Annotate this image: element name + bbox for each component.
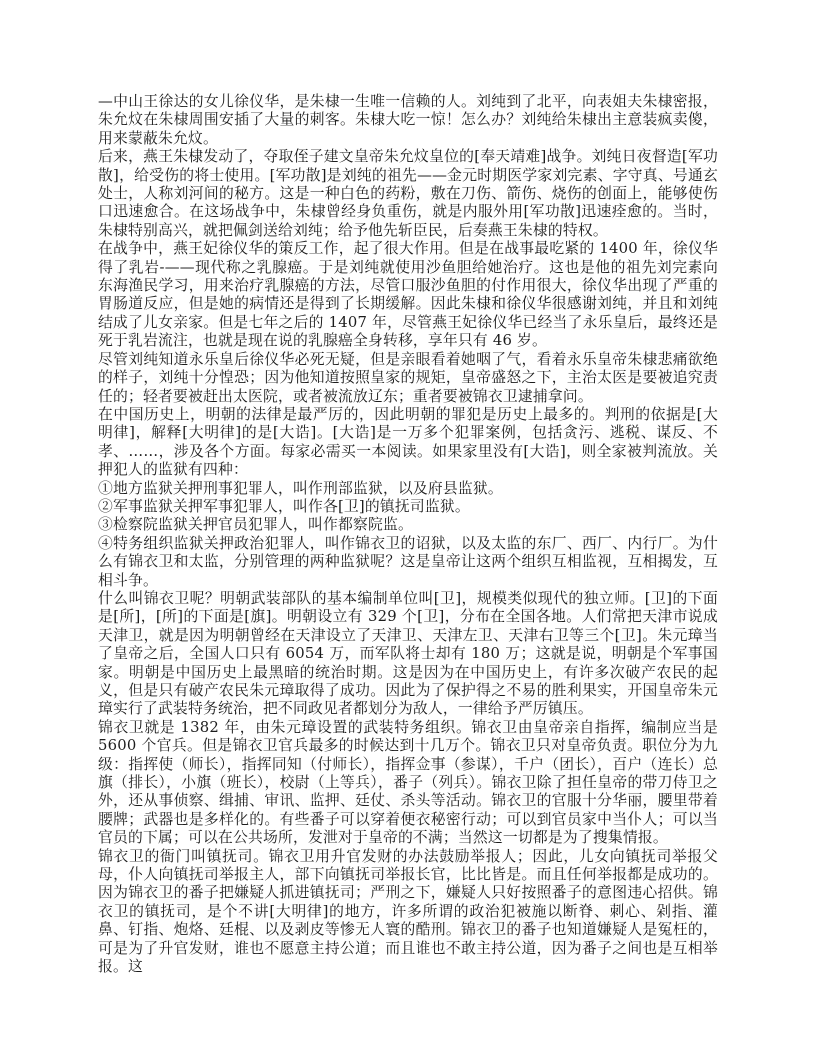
paragraph: 什么叫锦衣卫呢？明朝武装部队的基本编制单位叫[卫]，规模类似现代的独立师。[卫]的下面是[所]，[所]的下面是[旗]。明朝设立有 329 个[卫]，分布在全国各地。人们常把天津市说成天津卫，就是因为明朝曾经在天津设立了天津卫、天津左卫、天津右卫等三个[卫]。朱元璋当了皇帝之后，全国人口只有 6054 万，而军队将士却有 180 万；这就是说，明朝是个军事国家。明朝是中国历史上最黑暗的统治时期。这是因为在中国历史上，有许多次破产农民的起义，但是只有破产农民朱元璋取得了成功。因此为了保护得之不易的胜利果实，开国皇帝朱元璋实行了武装特务统治，把不同政见者都划分为敌人，一律给予严厉镇压。	[98, 589, 718, 718]
paragraph-numbered-item: ②军事监狱关押军事犯罪人，叫作各[卫]的镇抚司监狱。	[98, 497, 470, 515]
text-block	[98, 93, 718, 977]
paragraph-numbered-item: ④特务组织监狱关押政治犯罪人，叫作锦衣卫的诏狱，以及太监的东厂、西厂、内行厂。为什么有锦衣卫和太监，分别管理的两种监狱呢？这是皇帝让这两个组织互相监视，互相揭发，互相斗争。	[98, 534, 718, 589]
paragraph-numbered-item: ①地方监狱关押刑事犯罪人，叫作刑部监狱，以及府县监狱。	[98, 479, 503, 497]
paragraph-numbered-item: ③检察院监狱关押官员犯罪人，叫作都察院监。	[98, 516, 413, 534]
paragraph: 在中国历史上，明朝的法律是最严厉的，因此明朝的罪犯是历史上最多的。判刑的依据是[大明律]，解释[大明律]的是[大诰]。[大诰]是一万多个犯罪案例，包括贪污、逃税、谋反、不孝、……，涉及各个方面。每家必需买一本阅读。如果家里没有[大诰]，则全家被判流放。关押犯人的监狱有四种：	[98, 405, 718, 479]
paragraph: 在战争中，燕王妃徐仪华的策反工作，起了很大作用。但是在战事最吃紧的 1400 年，徐仪华得了乳岩-——现代称之乳腺癌。于是刘纯就使用沙鱼胆给她治疗。这也是他的祖先刘完素向东海渔民学习，用来治疗乳腺癌的方法，尽管口服沙鱼胆的付作用很大，徐仪华出现了严重的胃肠道反应，但是她的病情还是得到了长期缓解。因此朱棣和徐仪华很感谢刘纯，并且和刘纯结成了儿女亲家。但是七年之后的 1407 年，尽管燕王妃徐仪华已经当了永乐皇后，最终还是死于乳岩流注，也就是现在说的乳腺癌全身转移，享年只有 46 岁。	[98, 240, 718, 350]
paragraph: 锦衣卫就是 1382 年，由朱元璋设置的武装特务组织。锦衣卫由皇帝亲自指挥，编制应当是 5600 个官兵。但是锦衣卫官兵最多的时候达到十几万个。锦衣卫只对皇帝负责。职位分为九级：指挥使（师长），指挥同知（付师长），指挥佥事（参谋），千户（团长），百户（连长）总旗（排长），小旗（班长），校尉（上等兵），番子（列兵）。锦衣卫除了担任皇帝的带刀侍卫之外，还从事侦察、缉捕、审讯、监押、廷仗、杀头等活动。锦衣卫的官服十分华丽，腰里带着腰牌；武器也是多样化的。有些番子可以穿着便衣秘密行动；可以到官员家中当仆人；可以当官员的下属；可以在公共场所，发泄对于皇帝的不满；当然这一切都是为了搜集情报。	[98, 718, 718, 847]
paragraph: 锦衣卫的衙门叫镇抚司。锦衣卫用升官发财的办法鼓励举报人；因此，儿女向镇抚司举报父母，仆人向镇抚司举报主人，部下向镇抚司举报长官，比比皆是。而且任何举报都是成功的。因为锦衣卫的番子把嫌疑人抓进镇抚司；严刑之下，嫌疑人只好按照番子的意图违心招供。锦衣卫的镇抚司，是个不讲[大明律]的地方，许多所谓的政治犯被施以断脊、刺心、剁指、灌鼻、钉指、炮烙、廷棍、以及剥皮等惨无人寰的酷刑。锦衣卫的番子也知道嫌疑人是冤枉的，可是为了升官发财，谁也不愿意主持公道；而且谁也不敢主持公道，因为番子之间也是互相举报。这	[98, 847, 718, 976]
paragraph: —中山王徐达的女儿徐仪华，是朱棣一生唯一信赖的人。刘纯到了北平，向表姐夫朱棣密报，朱允炆在朱棣周围安插了大量的刺客。朱棣大吃一惊！怎么办？刘纯给朱棣出主意装疯卖傻，用来蒙蔽朱允炆。	[98, 93, 718, 147]
paragraph: 后来，燕王朱棣发动了，夺取侄子建文皇帝朱允炆皇位的[奉天靖难]战争。刘纯日夜督造[军功散]，给受伤的将士使用。[军功散]是刘纯的祖先——金元时期医学家刘完素、字守真、号通玄处士，人称刘河间的秘方。这是一种白色的药粉，敷在刀伤、箭伤、烧伤的创面上，能够使伤口迅速愈合。在这场战争中，朱棣曾经身负重伤，就是内服外用[军功散]迅速痊愈的。当时，朱棣特别高兴，就把佩剑送给刘纯；给予他先斩臣民，后奏燕王朱棣的特权。	[98, 148, 718, 239]
paragraph: 尽管刘纯知道永乐皇后徐仪华必死无疑，但是亲眼看着她咽了气，看着永乐皇帝朱棣悲痛欲绝的样子，刘纯十分惶恐；因为他知道按照皇家的规矩，皇帝盛怒之下，主治太医是要被追究责任的；轻者要被赶出太医院，或者被流放辽东；重者要被锦衣卫逮捕拿问。	[98, 350, 718, 405]
